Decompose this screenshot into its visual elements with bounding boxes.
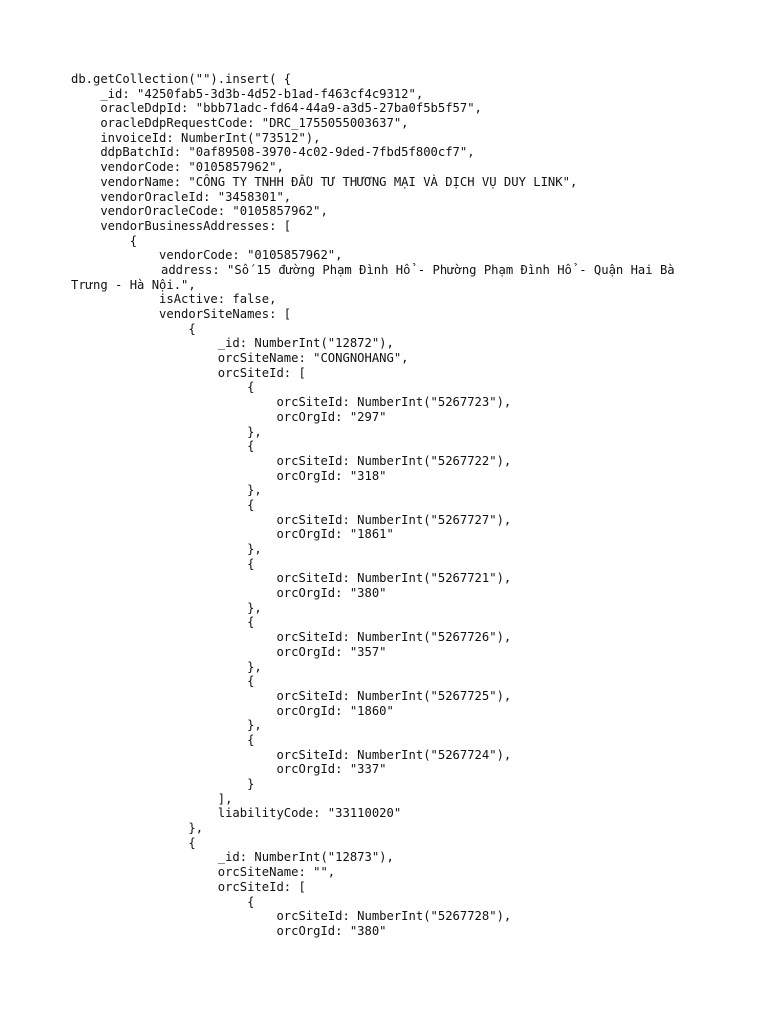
code-line: oracleDdpRequestCode: "DRC_1755055003637", [71, 116, 409, 131]
code-line: vendorCode: "0105857962", [71, 160, 284, 175]
code-line: { [71, 497, 255, 512]
code-line: orcSiteId: NumberInt("5267725"), [71, 688, 512, 703]
code-line: orcOrgId: "297" [71, 409, 387, 424]
code-line: vendorName: "CÔNG TY TNHH ĐẦU TƯ THƯƠNG MẠI VÀ DỊCH VỤ DUY LINK", [71, 174, 578, 189]
code-line: ], [71, 791, 233, 806]
code-document [71, 72, 731, 939]
code-line: _id: NumberInt("12872"), [71, 336, 394, 351]
code-line: vendorOracleId: "3458301", [71, 189, 292, 204]
code-line: isActive: false, [71, 292, 277, 307]
code-line: orcSiteId: NumberInt("5267726"), [71, 630, 512, 645]
code-line: }, [71, 718, 262, 733]
code-block-body [71, 292, 731, 938]
address-line-part-1: address: "Số 15 đường Phạm Đình Hổ - Phường Phạm Đình Hổ - Quận Hai Bà [161, 262, 675, 277]
code-line: }, [71, 659, 262, 674]
code-line: orcSiteId: NumberInt("5267723"), [71, 395, 512, 410]
code-line: { [71, 835, 196, 850]
code-line: orcOrgId: "1861" [71, 527, 394, 542]
code-line: orcSiteId: NumberInt("5267722"), [71, 453, 512, 468]
code-line: { [71, 615, 255, 630]
code-line: orcOrgId: "337" [71, 762, 387, 777]
code-line: { [71, 380, 255, 395]
code-line: vendorOracleCode: "0105857962", [71, 204, 328, 219]
code-line: { [71, 894, 255, 909]
code-line: vendorSiteNames: [ [71, 307, 292, 322]
address-wrapped-line [71, 263, 731, 292]
code-line: orcOrgId: "380" [71, 586, 387, 601]
code-line: { [71, 674, 255, 689]
code-line: ddpBatchId: "0af89508-3970-4c02-9ded-7fbd5f800cf7", [71, 145, 475, 160]
code-line: orcSiteId: NumberInt("5267724"), [71, 747, 512, 762]
code-line: orcSiteId: [ [71, 879, 306, 894]
code-line: { [71, 439, 255, 454]
code-line: liabilityCode: "33110020" [71, 806, 402, 821]
code-line: vendorCode: "0105857962", [71, 248, 343, 263]
code-line: } [71, 777, 255, 792]
code-line: }, [71, 542, 262, 557]
code-line: db.getCollection("").insert( { [71, 72, 292, 86]
code-line: orcSiteName: "CONGNOHANG", [71, 351, 409, 366]
code-line: }, [71, 821, 204, 836]
address-line-part-2: Trưng - Hà Nội.", [71, 277, 196, 292]
code-line: orcSiteId: NumberInt("5267728"), [71, 909, 512, 924]
code-line: }, [71, 600, 262, 615]
code-line: { [71, 732, 255, 747]
code-block-header [71, 72, 731, 263]
code-line: { [71, 556, 255, 571]
code-line: orcOrgId: "380" [71, 923, 387, 938]
code-line: }, [71, 424, 262, 439]
code-line: orcSiteName: "", [71, 865, 336, 880]
code-line: oracleDdpId: "bbb71adc-fd64-44a9-a3d5-27ba0f5b5f57", [71, 101, 482, 116]
code-line: invoiceId: NumberInt("73512"), [71, 130, 321, 145]
code-line: orcSiteId: NumberInt("5267727"), [71, 512, 512, 527]
code-line: orcSiteId: [ [71, 365, 306, 380]
code-line: orcSiteId: NumberInt("5267721"), [71, 571, 512, 586]
code-line: orcOrgId: "1860" [71, 703, 394, 718]
code-line: { [71, 321, 196, 336]
code-line: }, [71, 483, 262, 498]
code-line: vendorBusinessAddresses: [ [71, 218, 292, 233]
code-line: orcOrgId: "318" [71, 468, 387, 483]
code-line: orcOrgId: "357" [71, 644, 387, 659]
code-line: _id: "4250fab5-3d3b-4d52-b1ad-f463cf4c9312", [71, 86, 424, 101]
code-line: _id: NumberInt("12873"), [71, 850, 394, 865]
code-line: { [71, 233, 138, 248]
